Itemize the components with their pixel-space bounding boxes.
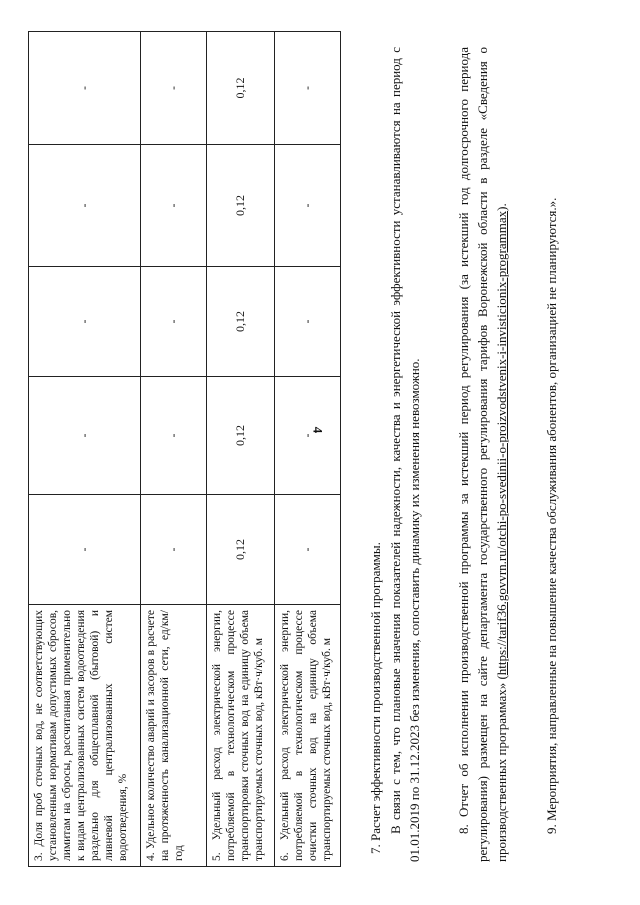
indicator-value: - xyxy=(29,267,141,377)
rotated-content xyxy=(20,22,620,882)
indicator-value: 0,12 xyxy=(207,32,275,145)
indicator-value: 0,12 xyxy=(207,145,275,267)
tariff-site-link[interactable]: https://tarif36.govvrn.ru/otchi-po-svedinii-o-proizvodstvenix-i-invisticionix-programmax xyxy=(494,210,509,676)
indicator-value: - xyxy=(29,495,141,605)
indicator-name: 6. Удельный расход электрической энергии, потребляемой в технологическом процессе очистки сточных вод на единицу объема транспортируемых сточных вод, кВт·ч/куб. м xyxy=(275,605,341,867)
indicator-name: 4. Удельное количество аварий и засоров в расчете на протяженность канализационной сети, ед/км/год xyxy=(141,605,207,867)
indicator-value: 0,12 xyxy=(207,267,275,377)
indicator-value: - xyxy=(275,495,341,605)
section-9-text: 9. Мероприятия, направленные на повышение качества обслуживания абонентов, организацией не планируются.». xyxy=(544,197,559,834)
section-8-body: 8. Отчет об исполнении производственной программы за истекший период регулирования (за истекший год долгосрочного периода регулирования) размещен на сайте департамента государственного регулирования тарифов Воронежской области в разделе «Сведения о производственных программах» xyxy=(456,47,509,862)
table-row xyxy=(29,32,141,867)
section-7-heading: 7. Расчет эффективности производственной программы. xyxy=(368,542,383,854)
indicator-value: - xyxy=(29,145,141,267)
table-row xyxy=(207,32,275,867)
indicator-value: - xyxy=(141,267,207,377)
indicator-name: 5. Удельный расход электрической энергии, потребляемой в технологическом процессе транспортировки сточных вод на единицу объема транспортируемых сточных вод, кВт·ч/куб. м xyxy=(207,605,275,867)
section-8-text xyxy=(454,47,511,862)
table-row xyxy=(275,32,341,867)
indicator-value: - xyxy=(275,267,341,377)
indicator-value: - xyxy=(275,32,341,145)
indicator-value: - xyxy=(141,377,207,495)
indicators-table xyxy=(28,31,341,867)
indicator-value: 0,12 xyxy=(207,377,275,495)
indicator-name: 3. Доля проб сточных вод, не соответствующих установленным нормативам допустимых сбросов, лимитам на сбросы, рассчитанная применительно к видам централизованных систем водоотведения раздельно для общесплавной (бытовой) и ливневой централизованных систем водоотведения, % xyxy=(29,605,141,867)
indicator-value: - xyxy=(141,145,207,267)
indicator-value: 0,12 xyxy=(207,495,275,605)
indicator-value: - xyxy=(141,495,207,605)
indicator-value: - xyxy=(29,377,141,495)
page-number: 4 xyxy=(310,426,326,434)
indicator-value: - xyxy=(275,145,341,267)
table-row xyxy=(141,32,207,867)
section-8-link-open: ( xyxy=(494,675,509,683)
section-8-link-close: ). xyxy=(494,203,509,211)
indicator-value: - xyxy=(141,32,207,145)
indicator-value: - xyxy=(275,377,341,495)
section-7-text: В связи с тем, что плановые значения показателей надежности, качества и энергетической эффективности устанавливаются на период с 01.01.2019 по 31.12.2023 без изменения, сопоставить динамику их изменения невозможно. xyxy=(388,47,422,862)
indicator-value: - xyxy=(29,32,141,145)
